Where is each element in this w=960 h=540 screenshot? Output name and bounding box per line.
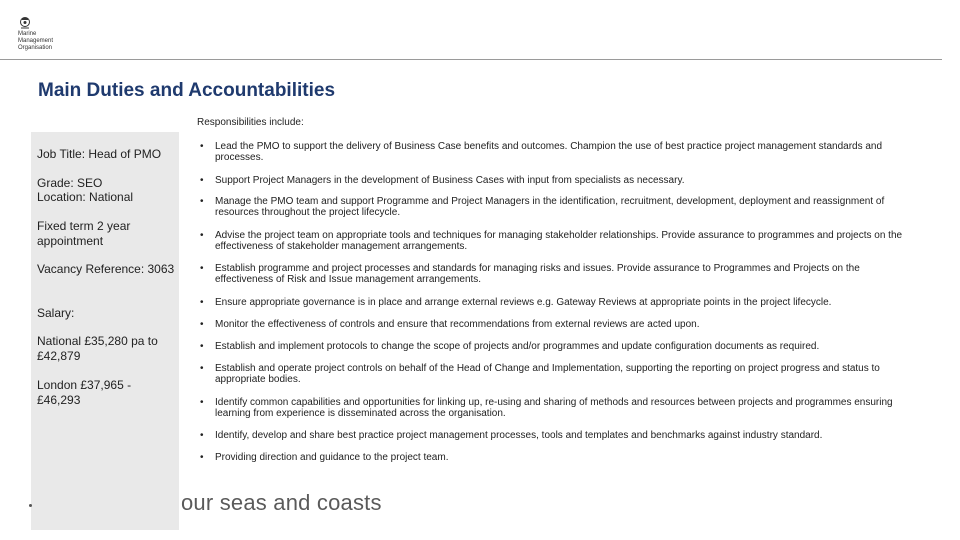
location: Location: National (37, 190, 134, 204)
footer-mark (29, 504, 32, 507)
list-item-text: Identify, develop and share best practice project management processes, tools and templates and benchmarks against industry standard. (215, 430, 823, 441)
list-item: • Ensure appropriate governance is in place and arrange external reviews e.g. Gateway Reviews at appropriate points in the project lifecycle. (197, 297, 912, 308)
list-item: • Establish and implement protocols to change the scope of projects and/or programmes and update configuration documents as required. (197, 341, 912, 352)
list-item-text: Advise the project team on appropriate tools and techniques for managing stakeholder relationships. Provide assurance to programmes and projects on the effectiveness of stakeholder management arrangements. (215, 230, 903, 252)
list-item: • Providing direction and guidance to the project team. (197, 452, 912, 463)
page-title: Main Duties and Accountabilities (38, 80, 336, 101)
list-item-text: Establish programme and project processes and standards for managing risks and issues. Provide assurance to Programmes and Projects on the effectiveness of Risk and Issue management arrangements. (215, 263, 860, 285)
responsibilities-header: Responsibilities include: (197, 117, 304, 128)
list-item: • Monitor the effectiveness of controls and ensure that recommendations from external reviews are acted upon. (197, 319, 912, 330)
footer-tagline: our seas and coasts (181, 490, 382, 515)
list-item: • Advise the project team on appropriate tools and techniques for managing stakeholder relationships. Provide assurance to programmes and projects on the effectiveness of stakeholder management arrangements. (197, 230, 912, 252)
header-divider (0, 59, 942, 60)
list-item: • Establish programme and project processes and standards for managing risks and issues. Provide assurance to Programmes and Projects on the effectiveness of Risk and Issue management arrangements. (197, 263, 912, 285)
list-item-text: Lead the PMO to support the delivery of Business Case benefits and outcomes. Champion the use of best practice project management standards and processes. (215, 141, 883, 163)
logo-line-1: Marine (18, 31, 37, 37)
contract-term: Fixed term 2 year appointment (37, 219, 131, 248)
organisation-logo (18, 16, 78, 52)
list-item-text: Support Project Managers in the development of Business Cases with input from specialists as necessary. (215, 175, 685, 186)
salary-london: London £37,965 - £46,293 (37, 378, 132, 407)
job-title: Job Title: Head of PMO (37, 147, 162, 161)
logo-text (18, 31, 78, 52)
list-item-text: Establish and operate project controls on behalf of the Head of Change and Implementation, supporting the reporting on project progress and status to appropriate bodies. (215, 363, 880, 385)
list-item: • Support Project Managers in the development of Business Cases with input from specialists as necessary. (197, 175, 912, 186)
list-item-text: Identify common capabilities and opportunities for linking up, re-using and sharing of methods and resources between projects and programmes ensuring learning from experience is disseminated across the organisation. (215, 397, 893, 419)
royal-crest-icon (18, 16, 32, 30)
list-item-text: Establish and implement protocols to change the scope of projects and/or programmes and update configuration documents as required. (215, 341, 820, 352)
logo-line-2: Management (18, 38, 54, 44)
grade: Grade: SEO (37, 176, 103, 190)
list-item-text: Providing direction and guidance to the project team. (215, 452, 449, 463)
salary-label: Salary: (37, 306, 75, 320)
list-item: • Manage the PMO team and support Programme and Project Managers in the identification, recruitment, development, deployment and reassignment of resources throughout the project lifecycle. (197, 196, 912, 218)
list-item: • Identify common capabilities and opportunities for linking up, re-using and sharing of methods and resources between projects and programmes ensuring learning from experience is disseminated across the organisation. (197, 397, 912, 419)
list-item-text: Monitor the effectiveness of controls and ensure that recommendations from external reviews are acted upon. (215, 319, 700, 330)
list-item-text: Manage the PMO team and support Programme and Project Managers in the identification, recruitment, development, deployment and reassignment of resources throughout the project lifecycle. (215, 196, 885, 218)
list-item-text: Ensure appropriate governance is in place and arrange external reviews e.g. Gateway Reviews at appropriate points in the project lifecycle. (215, 297, 832, 308)
list-item: • Establish and operate project controls on behalf of the Head of Change and Implementation, supporting the reporting on project progress and status to appropriate bodies. (197, 363, 912, 385)
vacancy-reference: Vacancy Reference: 3063 (37, 262, 175, 276)
salary-national: National £35,280 pa to £42,879 (37, 334, 158, 363)
list-item: • Identify, develop and share best practice project management processes, tools and templates and benchmarks against industry standard. (197, 430, 912, 441)
logo-line-3: Organisation (18, 45, 53, 51)
list-item: • Lead the PMO to support the delivery of Business Case benefits and outcomes. Champion the use of best practice project management standards and processes. (197, 141, 912, 163)
